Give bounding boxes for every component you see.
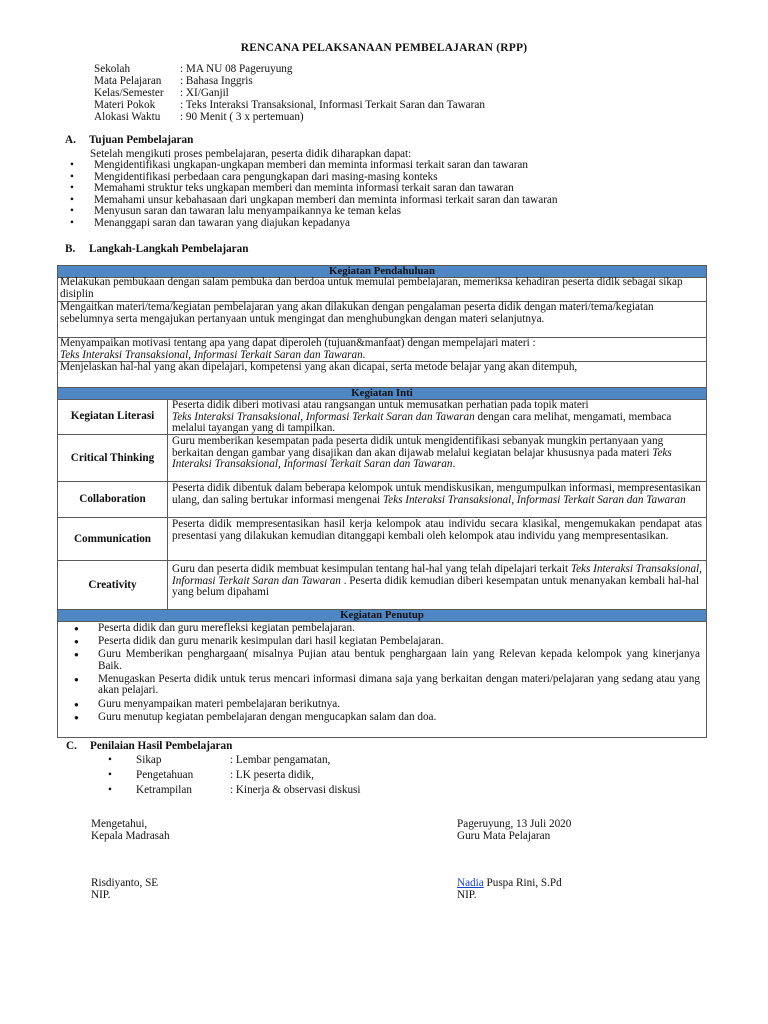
signature-role: Guru Mata Pelajaran bbox=[457, 830, 551, 842]
section-letter: A. bbox=[65, 134, 76, 146]
penilaian-value: : Kinerja & observasi diskusi bbox=[230, 784, 361, 796]
info-label: Sekolah bbox=[94, 63, 131, 75]
list-item: ● Peserta didik dan guru menarik kesimpulan dari hasil kegiatan Pembelajaran. bbox=[58, 636, 706, 648]
info-label: Materi Pokok bbox=[94, 99, 156, 111]
list-item: ● Menugaskan Peserta didik untuk terus mencari informasi dimana saja yang berkaitan dengan materi/pelajaran yang sedang atau yang akan pelajari. bbox=[58, 674, 706, 697]
section-letter: B. bbox=[65, 243, 76, 255]
section-c-heading bbox=[66, 740, 232, 752]
inti-text: . Peserta didik kemudian diberi kesempatan untuk menanyakan kembali hal-hal yang belum dipahami bbox=[172, 574, 700, 598]
inti-text: dengan cara melihat, mengamati, membaca melalui tayangan yang di tampilkan. bbox=[172, 410, 672, 434]
band-pendahuluan: Kegiatan Pendahuluan bbox=[58, 265, 706, 278]
section-letter: C. bbox=[66, 740, 77, 752]
list-item: • Mengidentifikasi ungkapan-ungkapan memberi dan meminta informasi terkait saran dan tawaran bbox=[70, 160, 558, 172]
penilaian-list bbox=[108, 753, 361, 798]
pendahuluan-row-3 bbox=[58, 338, 706, 362]
signature-date: Pageruyung, 13 Juli 2020 bbox=[457, 818, 572, 830]
document-title: RENCANA PELAKSANAAN PEMBELAJARAN (RPP) bbox=[240, 42, 528, 54]
inti-row-critical-thinking bbox=[58, 435, 706, 482]
pendahuluan-row-2: Mengaitkan materi/tema/kegiatan pembelajaran yang akan dilakukan dengan pengalaman peserta didik dengan materi/tema/kegiatan sebelumnya serta mengajukan pertanyaan untuk mengingat dan menghubungkan dengan materi selanjutnya. bbox=[58, 302, 706, 338]
section-a-intro: Setelah mengikuti proses pembelajaran, peserta didik diharapkan dapat: bbox=[90, 148, 412, 160]
inti-row-collaboration bbox=[58, 482, 706, 518]
inti-materi: Teks Interaksi Transaksional, Informasi Terkait Saran dan Tawaran bbox=[172, 446, 672, 470]
info-value: : 90 Menit ( 3 x pertemuan) bbox=[180, 111, 304, 123]
pendahuluan-text: Menyampaikan motivasi tentang apa yang dapat diperoleh (tujuan&manfaat) dengan mempelajari materi : bbox=[60, 337, 536, 349]
inti-key: Communication bbox=[58, 518, 168, 560]
inti-materi: Teks Interaksi Transaksional, Informasi Terkait Saran dan Tawaran bbox=[382, 493, 686, 506]
info-label: Alokasi Waktu bbox=[94, 111, 161, 123]
section-title: Penilaian Hasil Pembelajaran bbox=[90, 740, 233, 752]
inti-key: Critical Thinking bbox=[58, 435, 168, 481]
pendahuluan-row-1: Melakukan pembukaan dengan salam pembuka dan berdoa untuk memulai pembelajaran, memeriksa kehadiran peserta didik sebagai sikap disiplin bbox=[58, 277, 706, 302]
signature-name: Puspa Rini, S.Pd bbox=[483, 877, 562, 889]
list-item: • Memahami struktur teks ungkapan memberi dan meminta informasi terkait saran dan tawaran bbox=[70, 183, 558, 195]
band-penutup: Kegiatan Penutup bbox=[58, 609, 706, 622]
inti-key: Creativity bbox=[58, 561, 168, 609]
inti-row-literasi bbox=[58, 399, 706, 435]
list-item: ● Guru menyampaikan materi pembelajaran berikutnya. bbox=[58, 699, 706, 711]
penilaian-value: : Lembar pengamatan, bbox=[230, 754, 331, 766]
penilaian-value: : LK peserta didik, bbox=[230, 769, 314, 781]
inti-row-communication bbox=[58, 518, 706, 561]
info-row-sekolah bbox=[94, 63, 485, 75]
info-row-alokasi bbox=[94, 111, 485, 123]
inti-value bbox=[172, 564, 702, 599]
langkah-table bbox=[57, 265, 707, 738]
info-row-kelas bbox=[94, 87, 485, 99]
inti-value bbox=[172, 400, 702, 435]
teacher-name-link[interactable]: Nadia bbox=[457, 877, 484, 889]
info-value: : Bahasa Inggris bbox=[180, 75, 253, 87]
penilaian-label: Sikap bbox=[136, 754, 162, 766]
section-title: Langkah-Langkah Pembelajaran bbox=[89, 243, 249, 255]
penilaian-item bbox=[108, 753, 361, 768]
info-value: : MA NU 08 Pageruyung bbox=[180, 63, 293, 75]
info-row-mapel bbox=[94, 75, 485, 87]
list-item: ● Guru menutup kegiatan pembelajaran dengan mengucapkan salam dan doa. bbox=[58, 712, 706, 724]
signature-left bbox=[91, 818, 170, 901]
penilaian-item bbox=[108, 783, 361, 798]
info-value: : XI/Ganjil bbox=[180, 87, 229, 99]
tujuan-list bbox=[70, 160, 558, 230]
info-block bbox=[94, 63, 485, 123]
inti-text: Guru memberikan kesempatan pada peserta didik untuk mengidentifikasi sebanyak mungkin pertanyaan yang berkaitan dengan gambar yang disajikan dan akan dijawab melalui kegiatan belajar khususnya pada materi bbox=[172, 435, 664, 459]
list-item: ● Guru Memberikan penghargaan( misalnya Pujian atau bentuk penghargaan lain yang Relevan kepada kelompok yang kinerjanya Baik. bbox=[58, 649, 706, 672]
list-item: • Menyusun saran dan tawaran lalu menyampaikannya ke teman kelas bbox=[70, 206, 558, 218]
inti-value: Peserta didik mempresentasikan hasil kerja kelompok atau individu secara klasikal, mengemukakan pendapat atas presentasi yang dilakukan kemudian ditanggapi kembali oleh kelompok atau individu yang mempresentasikan. bbox=[172, 518, 702, 542]
info-label: Mata Pelajaran bbox=[94, 75, 162, 87]
inti-text: . bbox=[452, 458, 456, 470]
inti-text: Peserta didik dibentuk dalam beberapa kelompok untuk mendiskusikan, mengumpulkan informasi, mempresentasikan ulang, dan saling bertukar informasi mengenai bbox=[172, 482, 701, 506]
penilaian-label: Pengetahuan bbox=[136, 769, 194, 781]
info-label: Kelas/Semester bbox=[94, 87, 164, 99]
list-item: • Mengidentifikasi perbedaan cara pengungkapan dari masing-masing konteks bbox=[70, 172, 558, 184]
penilaian-label: Ketrampilan bbox=[136, 784, 192, 796]
pendahuluan-row-4: Menjelaskan hal-hal yang akan dipelajari, kompetensi yang akan dicapai, serta metode belajar yang akan ditempuh, bbox=[60, 361, 578, 373]
info-row-materi bbox=[94, 99, 485, 111]
inti-materi: Teks Interaksi Transaksional, Informasi Terkait Saran dan Tawaran bbox=[172, 410, 475, 423]
inti-value bbox=[172, 436, 702, 471]
list-item: • Menanggapi saran dan tawaran yang diajukan kepadanya bbox=[70, 218, 558, 230]
signature-nip: NIP. bbox=[91, 889, 111, 901]
inti-materi: Teks Interaksi Transaksional, Informasi Terkait Saran dan Tawaran bbox=[172, 563, 702, 587]
inti-text: Guru dan peserta didik membuat kesimpulan tentang hal-hal yang telah dipelajari terkait bbox=[172, 563, 571, 575]
info-value: : Teks Interaksi Transaksional, Informasi Terkait Saran dan Tawaran bbox=[180, 99, 485, 111]
inti-row-creativity bbox=[58, 561, 706, 609]
signature-right bbox=[457, 818, 571, 901]
band-inti: Kegiatan Inti bbox=[58, 387, 706, 400]
section-b-heading bbox=[65, 243, 248, 255]
signature-name: Risdiyanto, SE bbox=[91, 877, 159, 889]
signature-nip: NIP. bbox=[457, 889, 477, 901]
penutup-list bbox=[58, 623, 706, 725]
section-title: Tujuan Pembelajaran bbox=[89, 134, 194, 146]
inti-text: Peserta didik diberi motivasi atau rangsangan untuk memusatkan perhatian pada topik materi bbox=[172, 399, 589, 411]
signature-text: Mengetahui, bbox=[91, 818, 148, 830]
list-item: ● Peserta didik dan guru merefleksi kegiatan pembelajaran. bbox=[58, 623, 706, 635]
inti-value bbox=[172, 483, 702, 506]
signature-role: Kepala Madrasah bbox=[91, 830, 170, 842]
inti-key: Collaboration bbox=[58, 482, 168, 517]
section-a-heading bbox=[65, 134, 193, 146]
pendahuluan-materi: Teks Interaksi Transaksional, Informasi Terkait Saran dan Tawaran. bbox=[60, 348, 366, 361]
list-item: • Memahami unsur kebahasaan dari ungkapan memberi dan meminta informasi terkait saran dan tawaran bbox=[70, 195, 558, 207]
penilaian-item bbox=[108, 768, 361, 783]
inti-key: Kegiatan Literasi bbox=[58, 399, 168, 434]
